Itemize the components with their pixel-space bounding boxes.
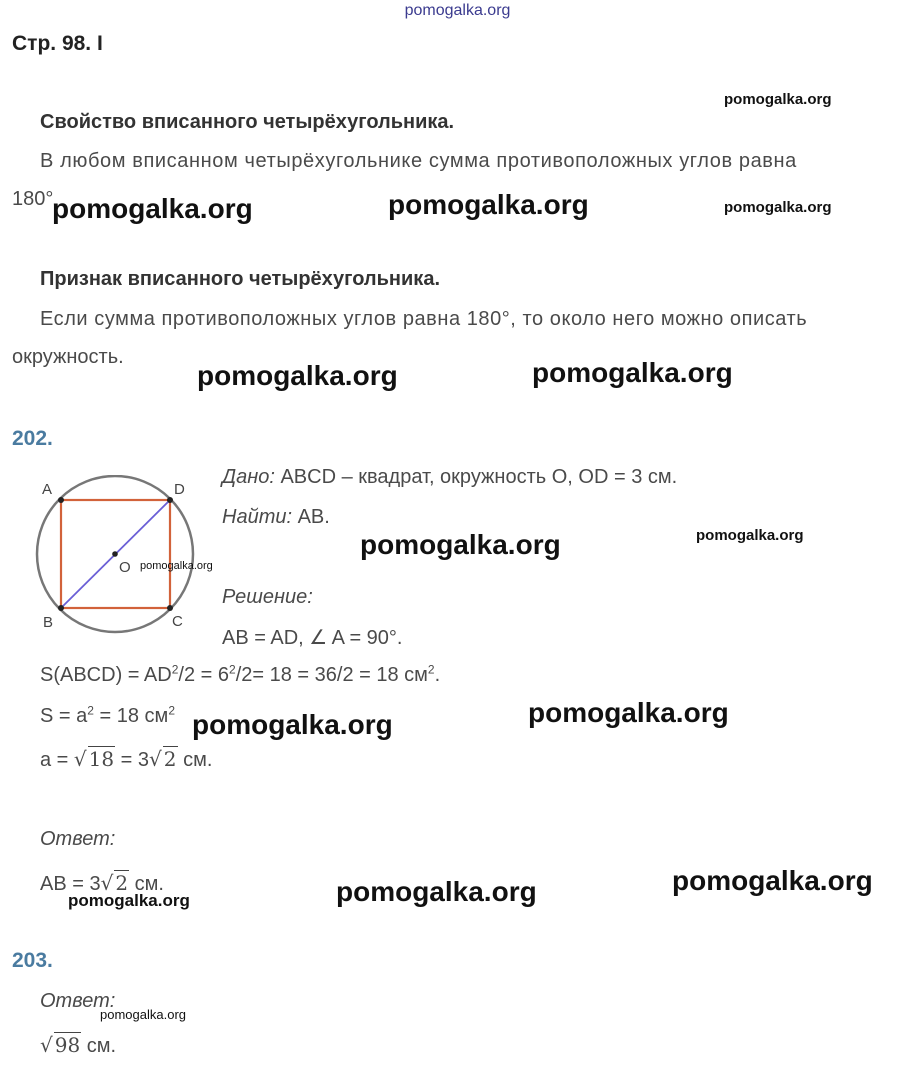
eq4-part-a: a =: [40, 749, 74, 771]
property-title: Свойство вписанного четырёхугольника.: [40, 111, 455, 133]
given-label: Дано:: [222, 466, 275, 488]
task-202-number: 202.: [12, 427, 53, 450]
eq2-sup-1: 2: [171, 662, 179, 677]
property-line-1: В любом вписанном четырёхугольнике сумма противоположных углов равна: [40, 150, 797, 172]
watermark-8: pomogalka.org: [696, 527, 804, 544]
watermark-10: pomogalka.org: [192, 709, 393, 740]
watermark-14: pomogalka.org: [68, 891, 190, 910]
eq3-sup-1: 2: [87, 703, 94, 718]
watermark-4: pomogalka.org: [724, 199, 832, 216]
criterion-line-1: Если сумма противоположных углов равна 180°, то около него можно описать: [40, 308, 808, 330]
answer-202-label: Ответ:: [40, 828, 116, 850]
solution-eq-4: [40, 746, 212, 772]
eq4-part-c: = 3: [115, 749, 150, 771]
label-d: D: [174, 481, 185, 498]
solution-eq-2: [40, 664, 440, 687]
label-b: B: [43, 614, 54, 631]
sqrt-18-radicand: 18: [88, 747, 115, 771]
answer-sqrt-98: √ 98: [40, 1033, 81, 1057]
answer-sqrt-98-radicand: 98: [54, 1033, 81, 1057]
label-c: C: [172, 613, 183, 630]
eq4-part-e: см.: [177, 749, 213, 771]
solution-label: Решение:: [222, 586, 313, 608]
watermark-5: pomogalka.org: [197, 360, 398, 391]
watermark-1: pomogalka.org: [724, 91, 832, 108]
label-o: O: [119, 559, 131, 576]
watermark-9: pomogalka.org: [140, 560, 213, 572]
eq2-part-c: /2= 18 = 36/2 = 18 см: [235, 664, 428, 686]
find-text: AB.: [292, 506, 330, 528]
point-d: [167, 497, 173, 503]
page-title: Стр. 98. I: [12, 32, 103, 55]
eq3-sup-2: 2: [168, 703, 175, 718]
property-line-2: 180°: [12, 188, 54, 210]
answer-203-unit: см.: [81, 1035, 117, 1057]
solution-eq-1: AB = AD, ∠ A = 90°.: [222, 627, 403, 649]
answer-202-part-c: см.: [129, 873, 164, 895]
eq2-part-b: /2 = 6: [178, 664, 229, 686]
given-line: [222, 466, 677, 489]
square-in-circle-figure: [30, 475, 210, 635]
label-a: A: [42, 481, 53, 498]
eq2-part-d: .: [434, 664, 441, 686]
eq3-part-a: S = a: [40, 705, 88, 727]
task-203-number: 203.: [12, 949, 53, 972]
sqrt-18: √ 18: [73, 747, 115, 771]
given-text: ABCD – квадрат, окружность О, OD = 3 см.: [274, 466, 678, 488]
find-label: Найти:: [222, 506, 293, 528]
solution-eq-3: [40, 705, 175, 728]
sqrt-2-radicand: 2: [163, 747, 177, 771]
watermark-7: pomogalka.org: [360, 529, 561, 560]
watermark-15: pomogalka.org: [100, 1007, 186, 1022]
criterion-title: Признак вписанного четырёхугольника.: [40, 268, 440, 290]
sqrt-2: √ 2: [149, 747, 177, 771]
answer-203-label: Ответ:: [40, 990, 116, 1012]
answer-203: [40, 1032, 116, 1058]
answer-sqrt-2-radicand: 2: [115, 871, 129, 895]
watermark-6: pomogalka.org: [532, 357, 733, 388]
answer-202-part-a: AB = 3: [40, 873, 101, 895]
watermark-13: pomogalka.org: [672, 865, 873, 896]
point-o: [112, 551, 118, 557]
answer-sqrt-2: √ 2: [100, 871, 129, 895]
eq2-part-a: S(ABCD) = AD: [40, 664, 172, 686]
watermark-2: pomogalka.org: [52, 193, 253, 224]
find-line: [222, 506, 330, 529]
eq2-sup-2: 2: [229, 662, 236, 677]
watermark-3: pomogalka.org: [388, 189, 589, 220]
watermark-12: pomogalka.org: [336, 876, 537, 907]
eq2-sup-3: 2: [427, 662, 435, 677]
watermark-11: pomogalka.org: [528, 697, 729, 728]
point-a: [58, 497, 64, 503]
criterion-line-2: окружность.: [12, 346, 124, 368]
point-c: [167, 605, 173, 611]
point-b: [58, 605, 64, 611]
top-watermark: pomogalka.org: [404, 2, 511, 19]
eq3-part-b: = 18 см: [93, 705, 169, 727]
